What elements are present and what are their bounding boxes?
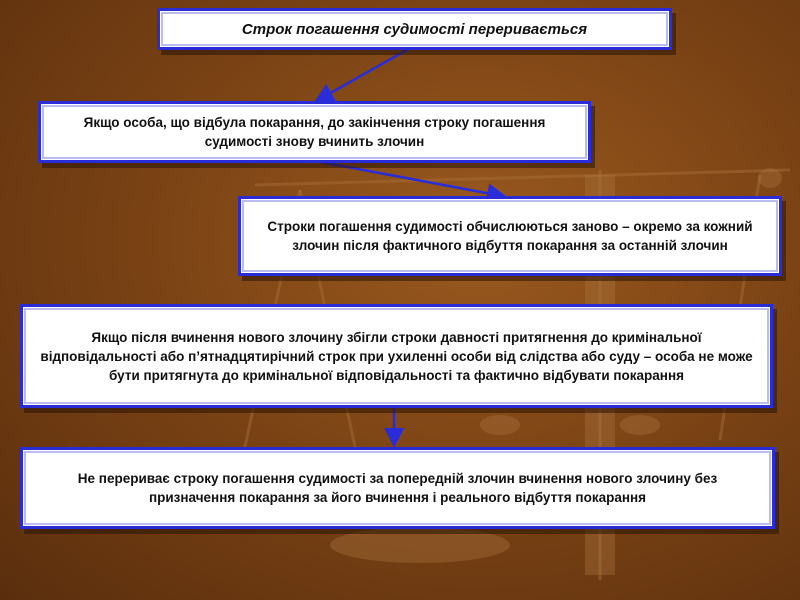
box-not-interrupted (20, 447, 775, 529)
box-not-interrupted-text: Не перериває строку погашення судимості за попередній злочин вчинення нового злочину без призначення покарання за його вчинення і реального відбуття покарання (77, 471, 718, 505)
box-repeat-crime-text: Якщо особа, що відбула покарання, до закінчення строку погашення судимості знову вчинить злочин (83, 115, 546, 149)
box-limitation-period (20, 304, 773, 408)
title-text: Строк погашення судимості переривається (241, 20, 588, 38)
box-repeat-crime (38, 101, 591, 163)
box-terms-recalculated-text: Строки погашення судимості обчислюються заново – окремо за кожний злочин після фактичного відбуття покарання за останній злочин (267, 219, 753, 253)
title-box (157, 8, 672, 50)
box-terms-recalculated (238, 196, 782, 276)
box-limitation-period-text: Якщо після вчинення нового злочину збігли строки давності притягнення до кримінальної відповідальності або п’ятнадцятирічний строк при ухиленні особи від слідства або суду – особа не може бути притягнута до кримінальної відповідальності та фактично відбувати покарання (40, 329, 753, 383)
